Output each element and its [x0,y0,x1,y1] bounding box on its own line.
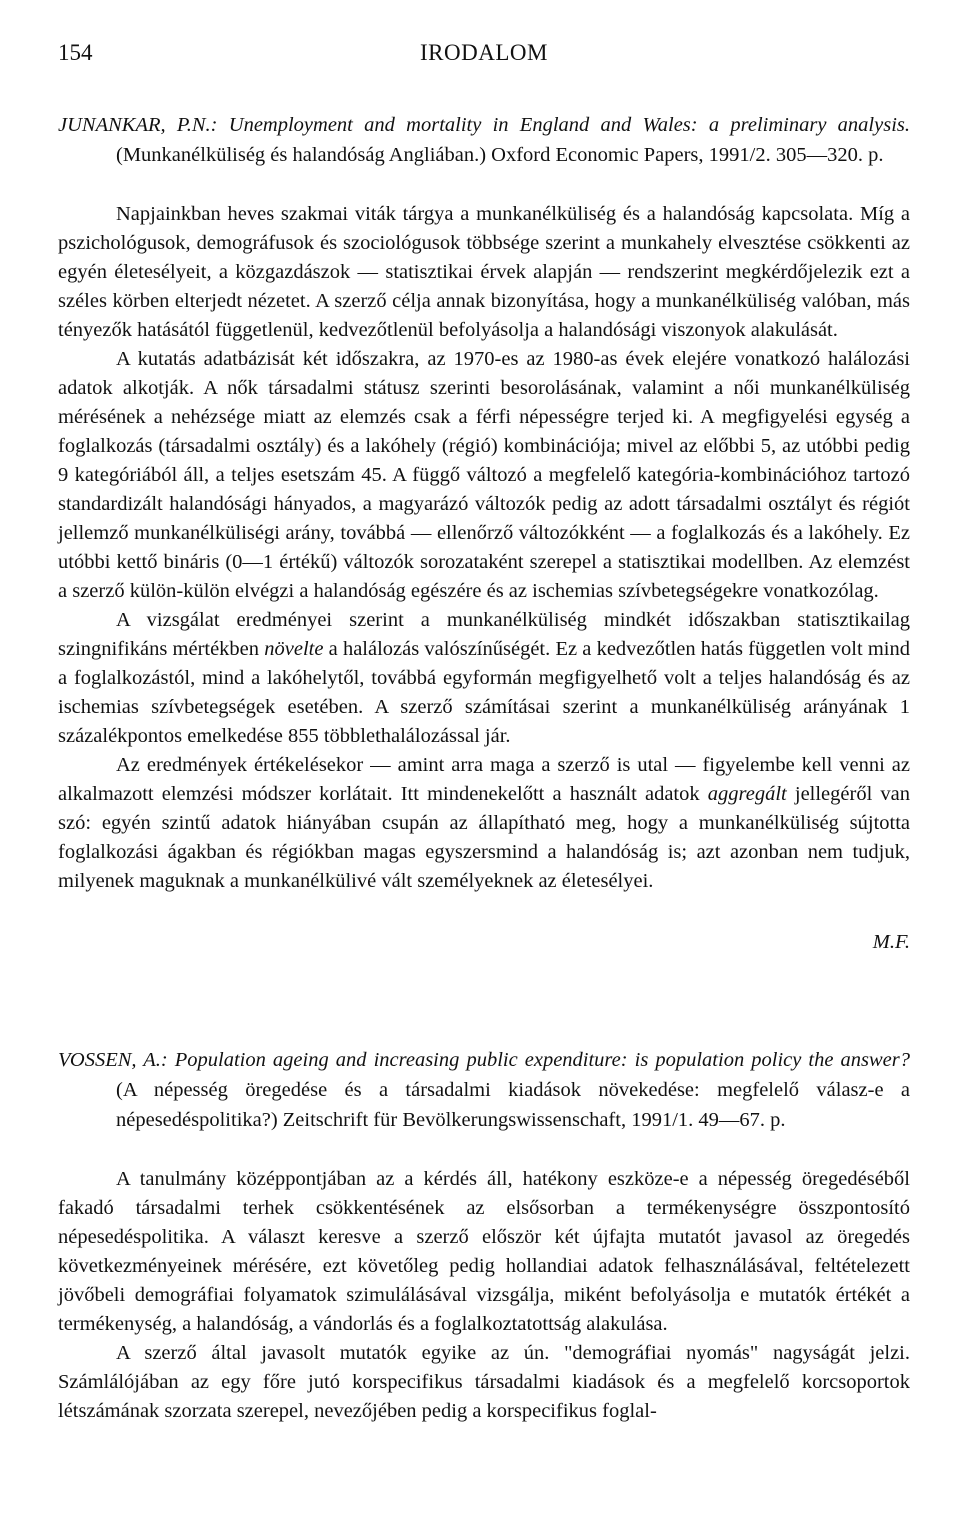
citation-title: Unemployment and mortality in England and Wales: a preliminary analysis. [228,114,910,136]
page [58,40,910,1426]
paragraph: Napjainkban heves szakmai viták tárgya a munkanélküliség és a halandóság kapcsolata. Míg a pszichológusok, demográfusok és szociológusok többsége szerint a munkahely elvesztése csökkenti az egyén életesélyeit, a közgazdászok — statisztikai érvek alapján — rendszerint megkérdőjelezik ezt a széles körben elterjedt nézetet. A szerző célja annak bizonyítása, hogy a munkanélküliség valóban, más tényezők hatásától függetlenül, kedvezőtlenül befolyásolja a halandósági viszonyok alakulását. [58,203,910,341]
citation-author: JUNANKAR, P.N.: [58,114,218,136]
emphasis: aggregált [707,783,787,805]
citation-title: Population ageing and increasing public expenditure: is population policy the answer? [174,1049,910,1071]
paragraph-text: Az eredmények értékelésekor — amint arra maga a szerző is utal — figyelembe kell venni az alkalmazott elemzési módszer korlátait. Itt mindenekelőtt a használt adatok [58,754,910,805]
reviewer-signature: M.F. [872,931,910,953]
citation-source: (Munkanélküliség és halandóság Angliában.) Oxford Economic Papers, 1991/2. 305—320. p. [116,144,884,166]
paragraph: A tanulmány középpontjában az a kérdés áll, hatékony eszköze-e a népesség öregedéséből fakadó társadalmi terhek csökkentésének az elsősorban a termékenységre összpontosító népesedéspolitika. A választ keresve a szerző először két újfajta mutatót javasol az öregedés következményeinek mérésére, ezt követőleg pedig hollandiai adatok felhasználásával, feltételezett jövőbeli demográfiai folyamatok szimulálásával vizsgálja, miként befolyásolja e mutatók értékét a termékenység, a halandóság, a vándorlás és a foglalkoztatottság alakulása. [58,1168,910,1335]
paragraph: A kutatás adatbázisát két időszakra, az 1970-es az 1980-as évek elejére vonatkozó halálozási adatok alkotják. A nők társadalmi státusz szerinti besorolásának, valamint a női munkanélküliség mérésének a nehézsége miatt az elemzés csak a férfi népességre terjed ki. A megfigyelési egység a foglalkozás (társadalmi osztály) és a lakóhely (régió) kombinációja; mivel az előbbi 5, az utóbbi pedig 9 kategóriából áll, a teljes esetszám 45. A függő változó a megfelelő kategória-kombinációhoz tartozó standardizált halandósági hányados, a magyarázó változók pedig az adott társadalmi osztályt és régiót jellemző munkanélküliségi arány, továbbá — ellenőrző változókként — a foglalkozás és a lakóhely. Ez utóbbi kettő bináris (0—1 értékű) változók sorozataként szerepel a statisztikai modellben. Az elemzést a szerző külön-külön elvégzi a halandóság egészére és az ischemias szívbetegségekre vonatkozólag. [58,348,910,602]
page-number: 154 [58,40,93,65]
review-entry-vossen [58,1045,910,1426]
paragraph [58,751,910,896]
citation-source: (A népesség öregedése és a társadalmi kiadások növekedése: megfelelő válasz-e a népesedéspolitika?) Zeitschrift für Bevölkerungswissenschaft, 1991/1. 49—67. p. [116,1079,910,1131]
citation-author: VOSSEN, A.: [58,1049,168,1071]
citation [58,110,910,170]
citation [58,1045,910,1135]
running-head: IRODALOM [420,40,548,65]
page-header [58,40,910,80]
review-entry-junankar [58,110,910,957]
paragraph: A szerző által javasolt mutatók egyike az ún. "demográfiai nyomás" nagyságát jelzi. Számlálójában az egy főre jutó korspecifikus társadalmi kiadások és a megfelelő korcsoportok létszámának szorzata szerepel, nevezőjében pedig a korspecifikus foglal- [58,1342,910,1422]
paragraph-text: jellegéről van szó: egyén szintű adatok hiányában csupán az állapítható meg, hogy a munkanélküliség sújtotta foglalkozási ágakban és régiókban magas egyszersmind a halandóság is; azt azonban nem tudjuk, milyenek maguknak a munkanélkülivé vált személyeknek az életesélyei. [58,783,911,892]
paragraph-text: a halálozás valószínűségét. Ez a kedvezőtlen hatás független volt mind a foglalkozástól, mind a lakóhelytől, továbbá egyformán megfigyelhető volt a teljes halandóság és az ischemias szívbetegségek esetében. A szerző számításai szerint a munkanélküliség arányának 1 százalékpontos emelkedése 855 többlethalálozással jár. [58,638,910,747]
paragraph [58,606,910,751]
spacer [58,1135,910,1165]
emphasis: növelte [264,638,324,660]
spacer [58,170,910,200]
paragraph-text: A vizsgálat eredményei szerint a munkanélküliség mindkét időszakban statisztikailag szingnifikáns mértékben [58,609,910,660]
